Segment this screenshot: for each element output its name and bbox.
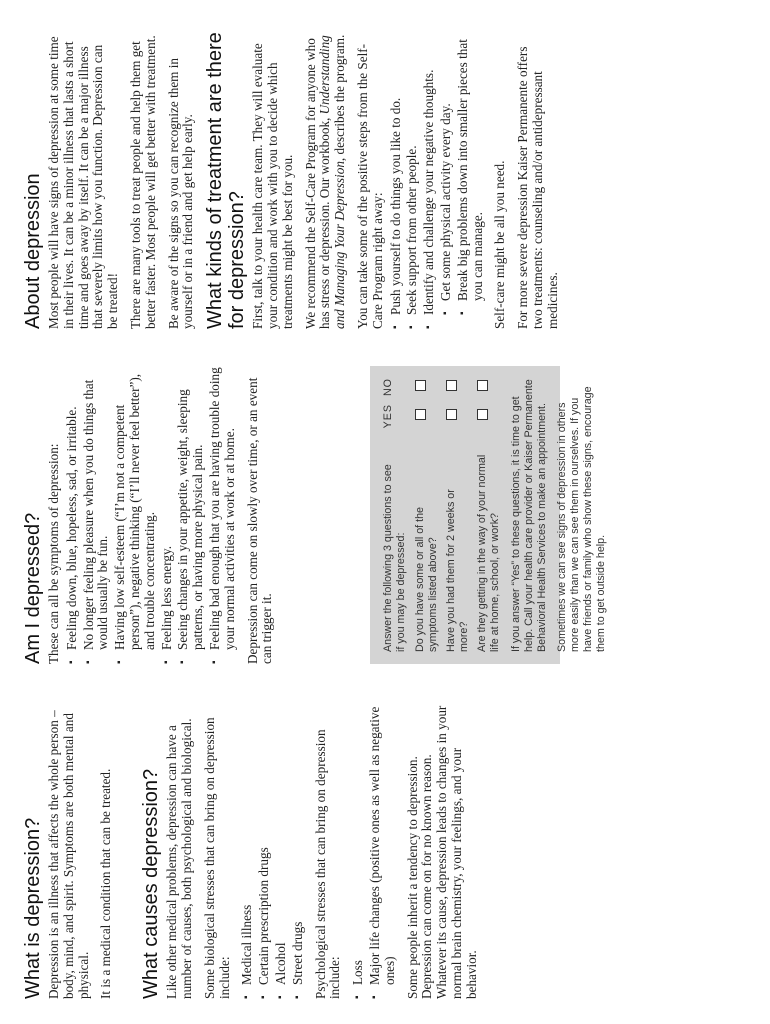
list-item: ▪ Seek support from other people.: [405, 31, 420, 329]
paragraph: Psychological stresses that can bring on depression include:: [312, 729, 343, 999]
paragraph: For more severe depression Kaiser Permanente offers two treatments: counseling and/or antidepressant medicines.: [515, 46, 560, 329]
no-label: NO: [382, 378, 394, 397]
quiz-question-2: [445, 378, 471, 652]
question-text: Do you have some or all of the symptoms listed above?: [414, 507, 439, 652]
self-care-substeps-list: [439, 31, 485, 329]
paragraph: Some biological stresses that can bring on depression include:: [201, 717, 232, 999]
list-item: ▪ Feeling down, blue, hopeless, sad, or irritable.: [65, 366, 80, 664]
self-check-quiz-box: [370, 366, 607, 664]
heading-treatment-kinds: What kinds of treatment are there for depression?: [204, 32, 249, 329]
yes-label: YES: [382, 403, 394, 429]
yes-checkbox[interactable]: [446, 409, 457, 420]
list-item: ▪ No longer feeling pleasure when you do things that would usually be fun.: [82, 366, 112, 664]
list-item: ▪ Having low self-esteem (“I’m not a competent person”), negative thinking (“I’ll never feel better”), and trouble concentrating.: [113, 366, 157, 664]
question-text: Have you had them for 2 weeks or more?: [445, 489, 470, 652]
paragraph: You can take some of the positive steps from the Self-Care Program right away:: [354, 43, 385, 329]
list-item: ▪ Street drugs: [291, 701, 306, 999]
column-what-is-depression: [22, 701, 762, 999]
list-item: ▪ Major life changes (positive ones as well as negative ones): [368, 701, 398, 999]
list-item: ▪ Seeing changes in your appetite, weight, sleeping patterns, or having more physical pain.: [176, 366, 206, 664]
paragraph: There are many tools to treat people and help them get better faster. Most people will get better with treatment.: [127, 35, 158, 329]
no-checkbox[interactable]: [446, 380, 457, 391]
paragraph: Depression can come on slowly over time, or an event can trigger it.: [244, 377, 275, 664]
list-item: ▪ Feeling less energy.: [160, 366, 175, 664]
symptom-list: [65, 366, 238, 664]
heading-about-depression: About depression: [22, 173, 44, 329]
paragraph: Self-care might be all you need.: [492, 160, 508, 329]
paragraph: Be aware of the signs so you can recognize them in yourself or in a friend and get help early.: [165, 58, 196, 329]
paragraph: Some people inherit a tendency to depression. Depression can come on for no known reason. Whatever its cause, depression leads to changes in your normal brain chemistry, your feelings, and your behavior.: [404, 705, 479, 999]
workbook-title: Understanding and Managing Your Depression: [317, 35, 348, 329]
biological-stress-list: [240, 701, 305, 999]
text-run: , describes the program.: [332, 34, 348, 162]
paragraph: It is a medical condition that can be treated.: [98, 768, 114, 999]
paragraph: These can all be symptoms of depression:: [46, 443, 61, 664]
paragraph: [304, 31, 348, 329]
no-checkbox[interactable]: [477, 380, 488, 391]
heading-what-causes-depression: What causes depression?: [140, 768, 163, 999]
paragraph: Like other medical problems, depression can have a number of causes, both psychological and biological.: [164, 718, 194, 999]
paragraph: Most people will have signs of depression at some time in their lives. It can be a minor illness that lasts a short time and goes away by itself. It can be a major illness that severely limits how you function. Depression can be treated!: [46, 36, 121, 329]
list-item: ▪ Certain prescription drugs: [257, 701, 272, 999]
heading-am-i-depressed: Am I depressed?: [22, 512, 44, 664]
yes-checkbox[interactable]: [477, 409, 488, 420]
quiz-intro: Answer the following 3 questions to see if you may be depressed:: [382, 464, 407, 652]
psychological-stress-list: [351, 701, 397, 999]
self-care-steps-list: [389, 31, 437, 329]
list-item: ▪ Identify and challenge your negative thoughts.: [422, 31, 437, 329]
quiz-question-3: [476, 378, 502, 652]
paragraph: Depression is an illness that affects the whole person – body, mind, and spirit. Symptoms are both mental and physical.: [46, 710, 91, 999]
quiz-header: [382, 378, 408, 652]
quiz-paragraph: Sometimes we can see signs of depression in others more easily than we can see them in ourselves. If you have friends or family who show these signs, encourage them to get outside help.: [556, 386, 607, 652]
list-item: ▪ Push yourself to do things you like to do.: [389, 31, 404, 329]
text-run: We recommend the Self-Care Program for anyone who has stress or depression. Our workbook,: [302, 38, 333, 329]
list-item: ▪ Get some physical activity every day.: [439, 31, 454, 329]
no-checkbox[interactable]: [415, 380, 426, 391]
yes-checkbox[interactable]: [415, 409, 426, 420]
question-text: Are they getting in the way of your normal life at home, school, or work?: [476, 454, 501, 652]
list-item: ▪ Loss: [351, 701, 366, 999]
column-about-depression: [22, 31, 762, 329]
list-item: ▪ Feeling bad enough that you are having trouble doing your normal activities at work or at home.: [208, 366, 238, 664]
list-item: ▪ Medical illness: [240, 701, 255, 999]
list-item: ▪ Break big problems down into smaller pieces that you can manage.: [456, 31, 486, 329]
list-item: ▪ Alcohol: [274, 701, 289, 999]
yes-no-labels: [382, 378, 408, 428]
quiz-paragraph: If you answer “Yes” to these questions, it is time to get help. Call your health care provider or Kaiser Permanente Behavioral Health Services to make an appointment.: [510, 379, 548, 652]
heading-what-is-depression: What is depression?: [22, 817, 44, 999]
quiz-question-1: [414, 378, 440, 652]
column-am-i-depressed: [22, 366, 762, 664]
paragraph: First, talk to your health care team. They will evaluate your condition and work with you to decide which treatments might be best for you.: [250, 43, 295, 329]
